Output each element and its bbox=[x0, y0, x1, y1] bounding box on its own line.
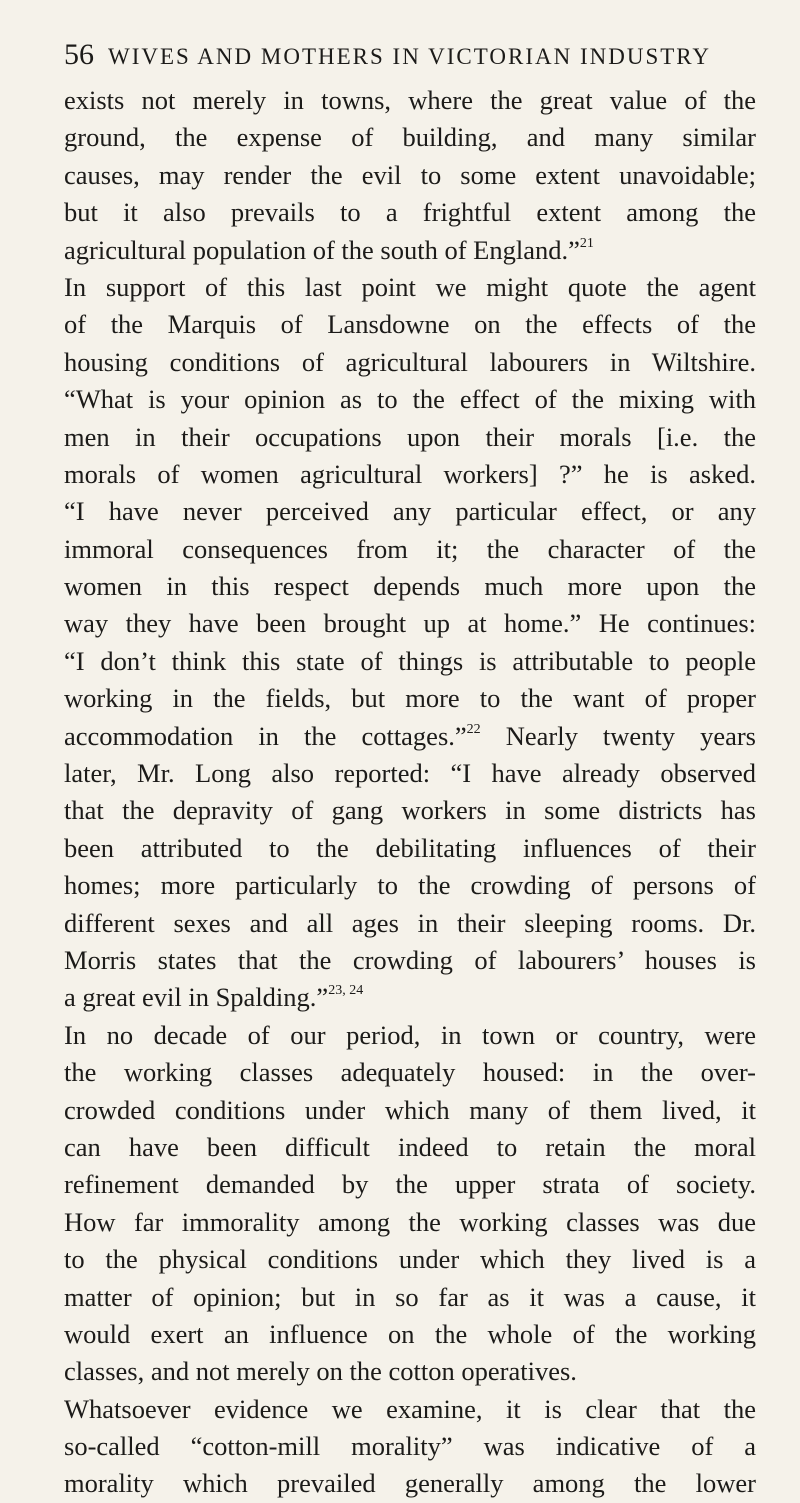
line-text: causes, may render the evil to some extent unavoidable; bbox=[64, 159, 756, 190]
line-text: different sexes and all ages in their sleeping rooms. Dr. bbox=[64, 907, 756, 938]
page-number: 56 bbox=[64, 38, 94, 71]
book-page bbox=[64, 38, 756, 1503]
line-text: the working classes adequately housed: in the over- bbox=[64, 1057, 756, 1088]
text-line bbox=[64, 1353, 756, 1390]
text-line bbox=[64, 1465, 756, 1502]
text-line bbox=[64, 157, 756, 194]
text-line bbox=[64, 82, 756, 119]
line-text-continued: Nearly twenty years bbox=[480, 720, 756, 751]
line-text: of the Marquis of Lansdowne on the effects of the bbox=[64, 309, 756, 340]
line-text: but it also prevails to a frightful extent among the bbox=[64, 197, 756, 228]
text-line bbox=[64, 1129, 756, 1166]
line-text: “What is your opinion as to the effect of the mixing with bbox=[64, 384, 756, 415]
body-text bbox=[64, 82, 756, 1503]
text-line bbox=[64, 419, 756, 456]
text-line bbox=[64, 605, 756, 642]
line-text: later, Mr. Long also reported: “I have already observed bbox=[64, 758, 756, 789]
line-text: How far immorality among the working classes was due bbox=[64, 1206, 756, 1237]
text-line bbox=[64, 456, 756, 493]
text-line bbox=[64, 792, 756, 829]
text-line bbox=[64, 568, 756, 605]
line-text: homes; more particularly to the crowding of persons of bbox=[64, 870, 756, 901]
line-text: matter of opinion; but in so far as it was a cause, it bbox=[64, 1281, 756, 1312]
text-line bbox=[64, 232, 756, 269]
line-text: can have been difficult indeed to retain the moral bbox=[64, 1131, 756, 1162]
line-text: agricultural population of the south of England.” bbox=[64, 234, 580, 265]
text-line bbox=[64, 194, 756, 231]
line-text: would exert an influence on the whole of the working bbox=[64, 1318, 756, 1349]
text-line bbox=[64, 1017, 756, 1054]
text-line bbox=[64, 1279, 756, 1316]
running-title: WIVES AND MOTHERS IN VICTORIAN INDUSTRY bbox=[108, 44, 711, 69]
text-line bbox=[64, 1316, 756, 1353]
text-line bbox=[64, 381, 756, 418]
text-line bbox=[64, 680, 756, 717]
line-text: housing conditions of agricultural labourers in Wiltshire. bbox=[64, 346, 756, 377]
text-line bbox=[64, 1391, 756, 1428]
footnote-reference[interactable]: 22 bbox=[466, 721, 481, 737]
line-text: women in this respect depends much more upon the bbox=[64, 571, 756, 602]
line-text: “I have never perceived any particular effect, or any bbox=[64, 496, 756, 527]
text-line bbox=[64, 531, 756, 568]
text-line bbox=[64, 718, 756, 755]
line-text: immoral consequences from it; the character of the bbox=[64, 533, 756, 564]
text-line bbox=[64, 119, 756, 156]
line-text: men in their occupations upon their morals [i.e. the bbox=[64, 421, 756, 452]
text-line bbox=[64, 755, 756, 792]
text-line bbox=[64, 1092, 756, 1129]
text-line bbox=[64, 867, 756, 904]
text-line bbox=[64, 1241, 756, 1278]
line-text: that the depravity of gang workers in some districts has bbox=[64, 795, 756, 826]
text-line bbox=[64, 1166, 756, 1203]
line-text: “I don’t think this state of things is attributable to people bbox=[64, 645, 756, 676]
line-text: In support of this last point we might quote the agent bbox=[64, 271, 756, 302]
line-text: morals of women agricultural workers] ?” he is asked. bbox=[64, 458, 756, 489]
line-text: exists not merely in towns, where the great value of the bbox=[64, 85, 756, 115]
text-line bbox=[64, 905, 756, 942]
text-line bbox=[64, 979, 756, 1016]
text-line bbox=[64, 269, 756, 306]
footnote-reference[interactable]: 21 bbox=[579, 235, 594, 251]
text-line bbox=[64, 493, 756, 530]
running-header bbox=[64, 38, 756, 82]
text-line bbox=[64, 1054, 756, 1091]
line-text: been attributed to the debilitating influences of their bbox=[64, 832, 756, 863]
text-line bbox=[64, 1428, 756, 1465]
text-line bbox=[64, 344, 756, 381]
line-text: classes, and not merely on the cotton operatives. bbox=[64, 1356, 577, 1387]
line-text: a great evil in Spalding.” bbox=[64, 982, 329, 1013]
text-line bbox=[64, 830, 756, 867]
line-text: so-called “cotton-mill morality” was indicative of a bbox=[64, 1431, 756, 1462]
line-text: Morris states that the crowding of labourers’ houses is bbox=[64, 944, 756, 975]
line-text: way they have been brought up at home.” He continues: bbox=[64, 608, 756, 639]
text-line bbox=[64, 643, 756, 680]
text-line bbox=[64, 942, 756, 979]
line-text: to the physical conditions under which they lived is a bbox=[64, 1244, 756, 1275]
line-text: ground, the expense of building, and many similar bbox=[64, 122, 756, 153]
line-text: refinement demanded by the upper strata of society. bbox=[64, 1169, 756, 1200]
line-text: crowded conditions under which many of them lived, it bbox=[64, 1094, 756, 1125]
line-text: accommodation in the cottages.” bbox=[64, 720, 467, 751]
text-line bbox=[64, 306, 756, 343]
line-text: morality which prevailed generally among the lower bbox=[64, 1468, 756, 1499]
line-text: working in the fields, but more to the want of proper bbox=[64, 683, 756, 714]
line-text: In no decade of our period, in town or country, were bbox=[64, 1019, 756, 1050]
text-line bbox=[64, 1204, 756, 1241]
line-text: Whatsoever evidence we examine, it is clear that the bbox=[64, 1393, 756, 1424]
footnote-reference[interactable]: 23, 24 bbox=[328, 983, 364, 999]
